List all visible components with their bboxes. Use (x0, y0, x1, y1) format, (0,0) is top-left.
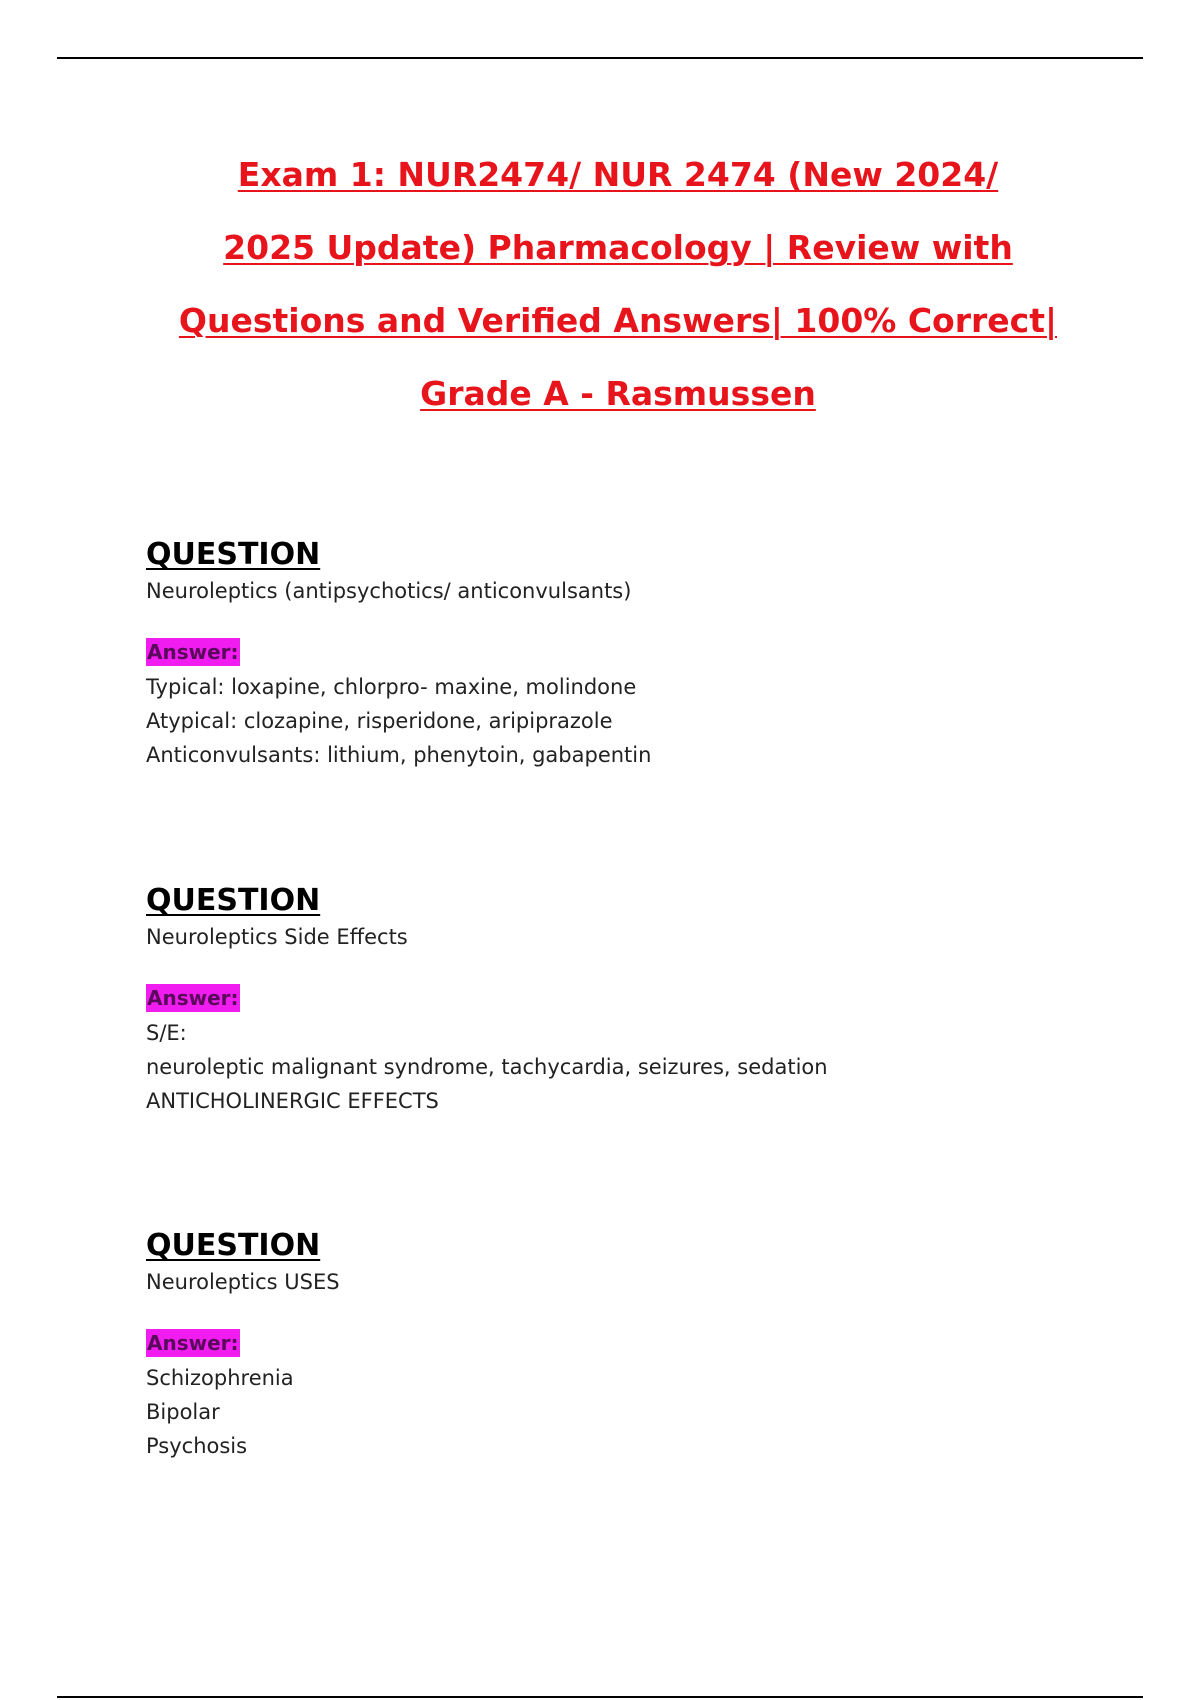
answer-text (146, 670, 1106, 772)
question-text (146, 922, 1106, 952)
qa-block (146, 536, 1106, 772)
title-line-2: 2025 Update) Pharmacology | Review with (223, 228, 1013, 267)
top-rule (57, 57, 1143, 59)
answer-text (146, 1016, 1106, 1118)
answer-label: Answer: (147, 1331, 239, 1355)
answer-label: Answer: (147, 640, 239, 664)
question-heading: QUESTION (146, 537, 321, 572)
answer-line: neuroleptic malignant syndrome, tachycardia, seizures, sedation (146, 1055, 828, 1079)
answer-line: Typical: loxapine, chlorpro- maxine, molindone (146, 675, 637, 699)
qa-block (146, 882, 1106, 1118)
question-heading: QUESTION (146, 883, 321, 918)
question-body: Neuroleptics Side Effects (146, 925, 408, 949)
answer-text (146, 1361, 1106, 1463)
answer-line: ANTICHOLINERGIC EFFECTS (146, 1089, 439, 1113)
title-line-3: Questions and Verified Answers| 100% Correct| (178, 301, 1058, 340)
answer-line: Atypical: clozapine, risperidone, aripiprazole (146, 709, 613, 733)
qa-block (146, 1227, 1106, 1463)
bottom-rule (57, 1696, 1143, 1698)
document-title (0, 138, 1200, 430)
title-line-4: Grade A - Rasmussen (420, 374, 816, 413)
question-body: Neuroleptics (antipsychotics/ anticonvulsants) (146, 579, 632, 603)
question-body: Neuroleptics USES (146, 1270, 340, 1294)
answer-line: Bipolar (146, 1400, 220, 1424)
answer-label: Answer: (147, 986, 239, 1010)
question-text (146, 576, 1106, 606)
answer-line: Psychosis (146, 1434, 248, 1458)
question-text (146, 1267, 1106, 1297)
answer-line: Anticonvulsants: lithium, phenytoin, gabapentin (146, 743, 652, 767)
answer-line: S/E: (146, 1021, 187, 1045)
title-line-1: Exam 1: NUR2474/ NUR 2474 (New 2024/ (237, 155, 999, 194)
question-heading: QUESTION (146, 1228, 321, 1263)
answer-line: Schizophrenia (146, 1366, 294, 1390)
